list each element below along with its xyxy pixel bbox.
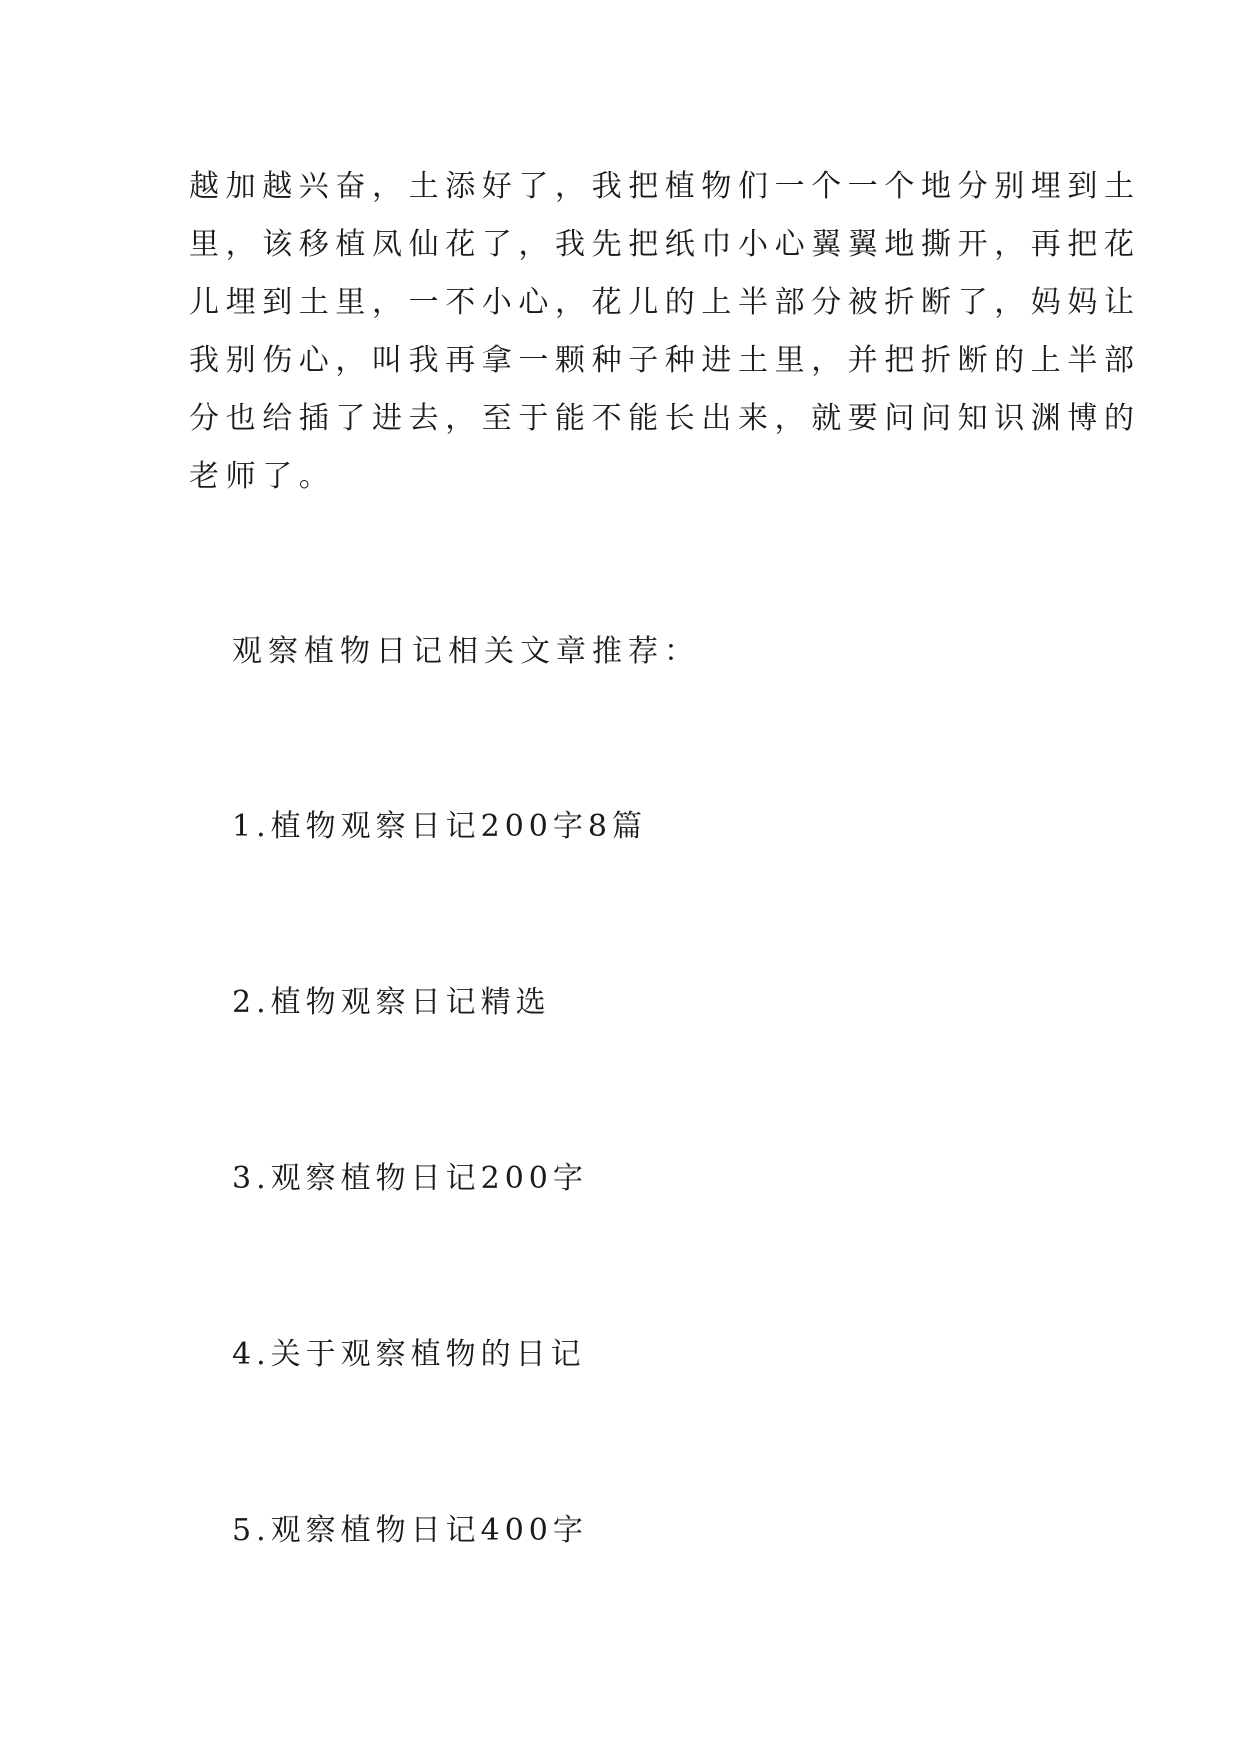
related-articles-heading: 观察植物日记相关文章推荐： bbox=[232, 634, 700, 669]
body-line: 里，该移植凤仙花了，我先把纸巾小心翼翼地撕开，再把花 bbox=[189, 227, 1141, 262]
related-article-item: 1.植物观察日记200字8篇 bbox=[232, 809, 647, 844]
body-line: 越加越兴奋，土添好了，我把植物们一个一个地分别埋到土 bbox=[189, 169, 1141, 204]
body-line: 分也给插了进去，至于能不能长出来，就要问问知识渊博的 bbox=[189, 401, 1141, 436]
related-article-item: 5.观察植物日记400字 bbox=[232, 1513, 588, 1548]
related-article-item: 4.关于观察植物的日记 bbox=[232, 1337, 586, 1372]
body-paragraph bbox=[189, 158, 1141, 506]
body-line: 我别伤心，叫我再拿一颗种子种进土里，并把折断的上半部 bbox=[189, 343, 1141, 378]
related-articles-list bbox=[232, 798, 647, 1678]
related-article-item: 3.观察植物日记200字 bbox=[232, 1161, 588, 1196]
body-line: 儿埋到土里，一不小心，花儿的上半部分被折断了，妈妈让 bbox=[189, 285, 1141, 320]
related-article-item: 2.植物观察日记精选 bbox=[232, 985, 551, 1020]
body-line: 老师了。 bbox=[189, 459, 336, 494]
